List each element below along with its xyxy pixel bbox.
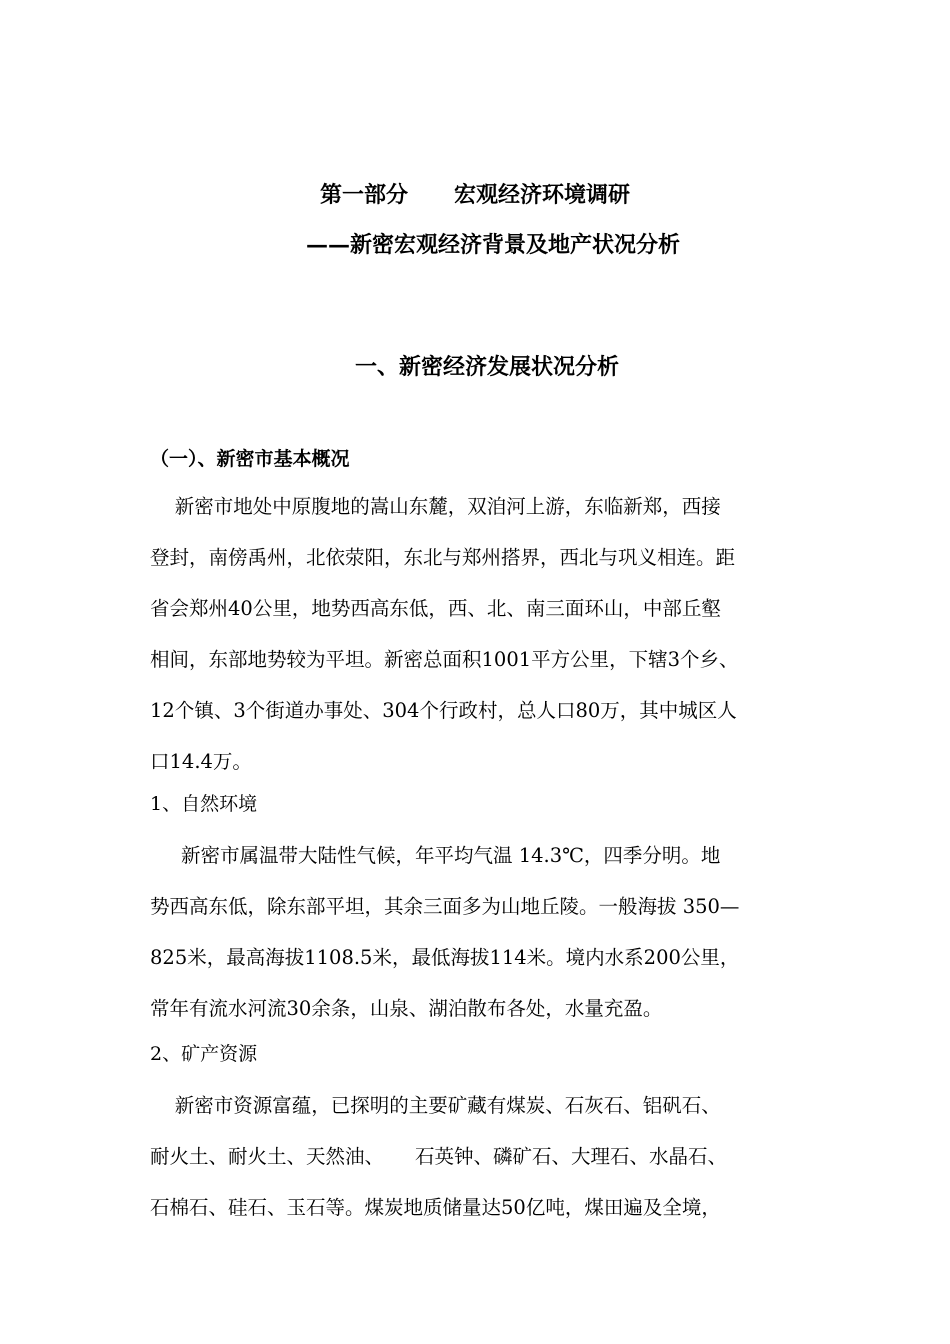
paragraph-line: 12个镇、3个街道办事处、304个行政村，总人口80万，其中城区人 [150, 699, 737, 722]
paragraph-line: 新密市地处中原腹地的嵩山东麓，双洎河上游，东临新郑，西接 [150, 495, 721, 518]
paragraph-overview [150, 481, 840, 787]
item-heading-mineral-resources: 2、矿产资源 [150, 1043, 258, 1065]
paragraph-line: 相间，东部地势较为平坦。新密总面积1001平方公里，下辖3个乡、 [150, 648, 739, 671]
paragraph-line: 口14.4万。 [150, 750, 252, 773]
subsection-heading: （一）、新密市基本概况 [150, 448, 350, 470]
document-title: 第一部分 宏观经济环境调研 [320, 182, 630, 208]
document-subtitle: ——新密宏观经济背景及地产状况分析 [305, 232, 680, 258]
paragraph-line: 登封，南傍禹州，北依荥阳，东北与郑州搭界，西北与巩义相连。距 [150, 546, 736, 569]
paragraph-line: 势西高东低，除东部平坦，其余三面多为山地丘陵。一般海拔 350— [150, 895, 740, 918]
paragraph-line: 新密市属温带大陆性气候，年平均气温 14.3℃，四季分明。地 [150, 844, 721, 867]
paragraph-line: 常年有流水河流30余条，山泉、湖泊散布各处，水量充盈。 [150, 997, 663, 1020]
section-heading: 一、新密经济发展状况分析 [354, 354, 619, 380]
paragraph-mineral-resources [150, 1080, 840, 1233]
paragraph-natural-environment [150, 830, 840, 1034]
paragraph-line: 新密市资源富蕴，已探明的主要矿藏有煤炭、石灰石、铝矾石、 [150, 1094, 721, 1117]
paragraph-line: 省会郑州40公里，地势西高东低，西、北、南三面环山，中部丘壑 [150, 597, 721, 620]
paragraph-line: 石棉石、硅石、玉石等。煤炭地质储量达50亿吨，煤田遍及全境， [150, 1196, 721, 1219]
paragraph-line: 耐火土、耐火土、天然油、 石英钟、磷矿石、大理石、水晶石、 [150, 1145, 727, 1168]
paragraph-line: 825米，最高海拔1108.5米，最低海拔114米。境内水系200公里， [150, 946, 740, 969]
item-heading-natural-environment: 1、自然环境 [150, 793, 258, 815]
